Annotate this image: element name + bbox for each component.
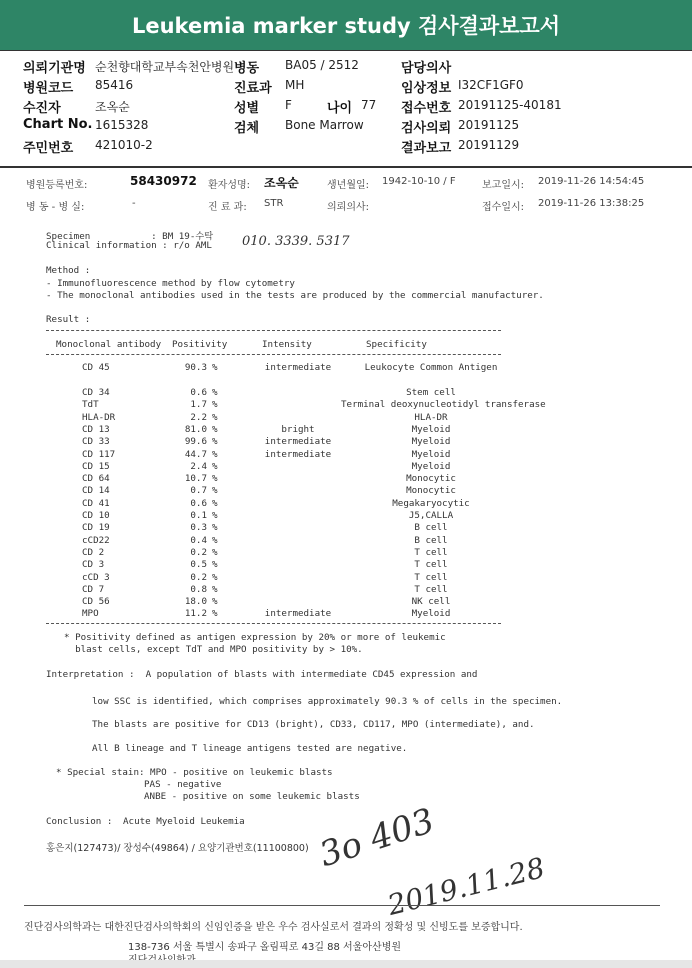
dept-value: MH (285, 78, 305, 92)
result-marker: CD 15 (82, 460, 110, 472)
table-bottom-rule (46, 623, 501, 624)
result-positivity: 44.7 (184, 448, 207, 460)
institution-value: 순천향대학교부속천안병원 (95, 60, 235, 74)
result-unit: % (212, 534, 218, 546)
result-marker: cCD22 (82, 534, 110, 546)
handwritten-phone: 010. 3339. 5317 (242, 234, 350, 249)
result-unit: % (212, 510, 218, 521)
ward-room-label: 병 동 - 병 실: (26, 202, 85, 213)
report-date-label: 결과보고 (401, 141, 452, 156)
dept-header-value: STR (264, 198, 284, 209)
result-marker: CD 19 (82, 522, 110, 534)
receipt-time-value: 2019-11-26 13:38:25 (538, 198, 645, 209)
special-stain-line-1: * Special stain: MPO - positive on leukemic blasts (56, 767, 333, 778)
hospital-code-label: 병원코드 (23, 81, 74, 96)
table-row (6, 449, 686, 461)
footer-divider (24, 905, 660, 906)
result-unit: % (212, 448, 218, 460)
result-marker: HLA-DR (82, 411, 116, 423)
doctor-label: 담당의사 (401, 61, 452, 76)
resident-id-label: 주민번호 (23, 141, 74, 156)
table-row (6, 522, 686, 534)
interpretation-line-2: low SSC is identified, which comprises approximately 90.3 % of cells in the specimen. (92, 696, 563, 707)
result-unit: % (212, 399, 218, 411)
dept-label: 진료과 (234, 81, 272, 96)
result-unit: % (212, 583, 218, 595)
table-row (6, 399, 686, 411)
method-title: Method : (46, 265, 91, 276)
chart-no-value: 1615328 (95, 118, 149, 132)
receipt-number-value: 20191125-40181 (458, 98, 562, 112)
table-header-rule (46, 354, 501, 355)
result-unit: % (212, 411, 218, 423)
result-unit: % (212, 559, 218, 571)
table-row (6, 387, 686, 399)
result-positivity: 0.6 (190, 497, 207, 509)
result-specificity: HLA-DR (414, 411, 448, 423)
result-specificity: B cell (414, 534, 448, 546)
table-row (6, 461, 686, 473)
result-marker: MPO (82, 608, 99, 620)
sex-label: 성별 (234, 101, 260, 116)
col-positivity: Positivity (172, 339, 228, 350)
result-positivity: 0.6 (190, 387, 207, 398)
result-marker: CD 13 (82, 423, 110, 435)
result-marker: CD 45 (82, 362, 110, 373)
table-row (6, 424, 686, 436)
specimen-value: Bone Marrow (285, 118, 364, 132)
table-row (6, 473, 686, 485)
result-specificity: Myeloid (411, 608, 451, 620)
table-row (6, 510, 686, 522)
patient-name-value: 조옥순 (264, 176, 299, 190)
hospital-reg-value: 58430972 (130, 174, 197, 188)
clinical-info-label: 임상정보 (401, 81, 452, 96)
result-specificity: B cell (414, 522, 448, 534)
request-date-value: 20191125 (458, 118, 520, 132)
result-marker: CD 56 (82, 596, 110, 608)
conclusion-label: Conclusion : (46, 816, 113, 827)
ward-room-value: - (132, 198, 136, 209)
table-row (6, 535, 686, 547)
result-specificity: T cell (414, 571, 448, 583)
handwritten-initials: 3o 403 (314, 800, 440, 876)
result-specificity: Terminal deoxynucleotidyl transferase (341, 399, 546, 411)
result-unit: % (212, 423, 218, 435)
result-positivity: 1.7 (190, 399, 207, 411)
result-positivity: 0.3 (190, 522, 207, 534)
result-specificity: Myeloid (411, 436, 451, 448)
result-positivity: 90.3 (184, 362, 207, 373)
receipt-time-label: 접수일시: (482, 202, 525, 213)
request-date-label: 검사의뢰 (401, 121, 452, 136)
conclusion-value: Acute Myeloid Leukemia (123, 816, 245, 827)
clinical-info-line: Clinical information : r/o AML (46, 240, 212, 251)
result-specificity: Myeloid (411, 423, 451, 435)
result-specificity: Myeloid (411, 460, 451, 472)
result-unit: % (212, 608, 218, 620)
table-row (6, 596, 686, 608)
ward-label: 병동 (234, 61, 260, 76)
positivity-note-2: blast cells, except TdT and MPO positivity by > 10%. (64, 644, 363, 655)
special-stain-line-2: PAS - negative (144, 779, 222, 790)
result-intensity: intermediate (264, 362, 332, 373)
result-positivity: 0.8 (190, 583, 207, 595)
report-time-value: 2019-11-26 14:54:45 (538, 176, 645, 187)
table-top-rule (46, 330, 501, 331)
interpretation-line-1: Interpretation : A population of blasts with intermediate CD45 expression and (46, 669, 478, 680)
interpretation-line-3: The blasts are positive for CD13 (bright), CD33, CD117, MPO (intermediate), and. (92, 719, 535, 730)
result-positivity: 0.7 (190, 485, 207, 497)
table-row (6, 485, 686, 497)
interpretation-line-4: All B lineage and T lineage antigens tested are negative. (92, 743, 408, 754)
result-positivity: 0.1 (190, 510, 207, 521)
receipt-number-label: 접수번호 (401, 101, 452, 116)
result-specificity: T cell (414, 559, 448, 571)
col-intensity: Intensity (262, 339, 312, 350)
result-marker: CD 2 (82, 546, 105, 558)
result-positivity: 0.4 (190, 534, 207, 546)
hospital-code-value: 85416 (95, 78, 134, 92)
patient-value: 조옥순 (95, 100, 130, 114)
table-row (6, 572, 686, 584)
result-unit: % (212, 473, 218, 485)
result-specificity: T cell (414, 583, 448, 595)
result-marker: CD 10 (82, 510, 110, 521)
table-row (6, 362, 686, 374)
result-positivity: 81.0 (184, 423, 207, 435)
result-unit: % (212, 596, 218, 608)
result-intensity: intermediate (264, 608, 332, 620)
result-positivity: 2.4 (190, 460, 207, 472)
result-intensity: bright (281, 423, 315, 435)
result-specificity: Monocytic (406, 485, 456, 497)
result-unit: % (212, 497, 218, 509)
result-unit: % (212, 571, 218, 583)
result-title: Result : (46, 314, 91, 325)
specimen-label: 검체 (234, 121, 260, 136)
method-line-2: - The monoclonal antibodies used in the tests are produced by the commercial manufacturer. (46, 290, 544, 301)
patient-name-label: 환자성명: (208, 180, 251, 191)
result-specificity: Myeloid (411, 448, 451, 460)
table-row (6, 412, 686, 424)
ward-value: BA05 / 2512 (285, 58, 359, 72)
result-unit: % (212, 522, 218, 534)
dept-header-label: 진 료 과: (208, 202, 247, 213)
result-positivity: 0.2 (190, 571, 207, 583)
result-intensity: intermediate (264, 436, 332, 448)
handwritten-date: 2019.11.28 (384, 851, 548, 922)
result-unit: % (212, 436, 218, 448)
result-marker: CD 64 (82, 473, 110, 485)
result-specificity: Leukocyte Common Antigen (364, 362, 498, 373)
result-marker: TdT (82, 399, 99, 411)
signing-doctors: 홍은지(127473)/ 장성수(49864) / 요양기관번호(11100800) (46, 843, 309, 854)
result-unit: % (212, 362, 218, 373)
result-unit: % (212, 387, 218, 398)
result-marker: CD 34 (82, 387, 110, 398)
result-marker: CD 7 (82, 583, 105, 595)
result-specificity: T cell (414, 546, 448, 558)
result-positivity: 2.2 (190, 411, 207, 423)
positivity-note-1: * Positivity defined as antigen expression by 20% or more of leukemic (64, 632, 446, 643)
requesting-doctor-label: 의뢰의사: (327, 202, 370, 213)
request-info-panel (0, 50, 692, 168)
result-intensity: intermediate (264, 448, 332, 460)
age-value: 77 (361, 98, 377, 112)
table-row (6, 608, 686, 620)
result-marker: cCD 3 (82, 571, 110, 583)
col-antibody: Monoclonal antibody (56, 339, 162, 350)
patient-label: 수진자 (23, 101, 61, 116)
result-unit: % (212, 485, 218, 497)
table-row (6, 584, 686, 596)
table-row (6, 547, 686, 559)
result-marker: CD 33 (82, 436, 110, 448)
result-positivity: 0.2 (190, 546, 207, 558)
dob-value: 1942-10-10 / F (382, 176, 456, 187)
report-title: Leukemia marker study 검사결과보고서 (0, 0, 692, 50)
result-table-header (6, 339, 686, 351)
result-positivity: 99.6 (184, 436, 207, 448)
certification-text: 진단검사의학과는 대한진단검사의학회의 신임인증을 받은 우수 검사실로서 결과의 정확성 및 신빙도를 보증합니다. (24, 922, 523, 933)
result-positivity: 0.5 (190, 559, 207, 571)
result-specificity: Monocytic (406, 473, 456, 485)
report-date-value: 20191129 (458, 138, 520, 152)
result-marker: CD 14 (82, 485, 110, 497)
chart-no-label: Chart No. (23, 117, 93, 132)
result-specificity: Stem cell (406, 387, 456, 398)
result-positivity: 18.0 (184, 596, 207, 608)
institution-label: 의뢰기관명 (23, 61, 86, 76)
dob-label: 생년월일: (327, 180, 370, 191)
col-specificity: Specificity (366, 339, 427, 350)
hospital-address: 138-736 서울 특별시 송파구 올림픽로 43길 88 서울아산병원 (128, 942, 402, 953)
table-row (6, 436, 686, 448)
result-marker: CD 117 (82, 448, 116, 460)
result-positivity: 10.7 (184, 473, 207, 485)
table-row (6, 498, 686, 510)
sex-value: F (285, 98, 292, 112)
hospital-reg-label: 병원등록번호: (26, 180, 88, 191)
table-row (6, 559, 686, 571)
result-specificity: NK cell (411, 596, 451, 608)
resident-id-value: 421010-2 (95, 138, 153, 152)
result-marker: CD 41 (82, 497, 110, 509)
special-stain-line-3: ANBE - positive on some leukemic blasts (144, 791, 360, 802)
scanned-report (6, 170, 686, 960)
result-positivity: 11.2 (184, 608, 207, 620)
result-specificity: J5,CALLA (408, 510, 454, 521)
bottom-strip (0, 960, 692, 968)
result-marker: CD 3 (82, 559, 105, 571)
age-label: 나이 (327, 101, 353, 116)
result-specificity: Megakaryocytic (392, 497, 470, 509)
specimen-line: Specimen : BM 19-수탁 (46, 231, 214, 242)
method-line-1: - Immunofluorescence method by flow cytometry (46, 278, 295, 289)
result-unit: % (212, 460, 218, 472)
clinical-info-value: I32CF1GF0 (458, 78, 524, 92)
result-unit: % (212, 546, 218, 558)
report-time-label: 보고일시: (482, 180, 525, 191)
